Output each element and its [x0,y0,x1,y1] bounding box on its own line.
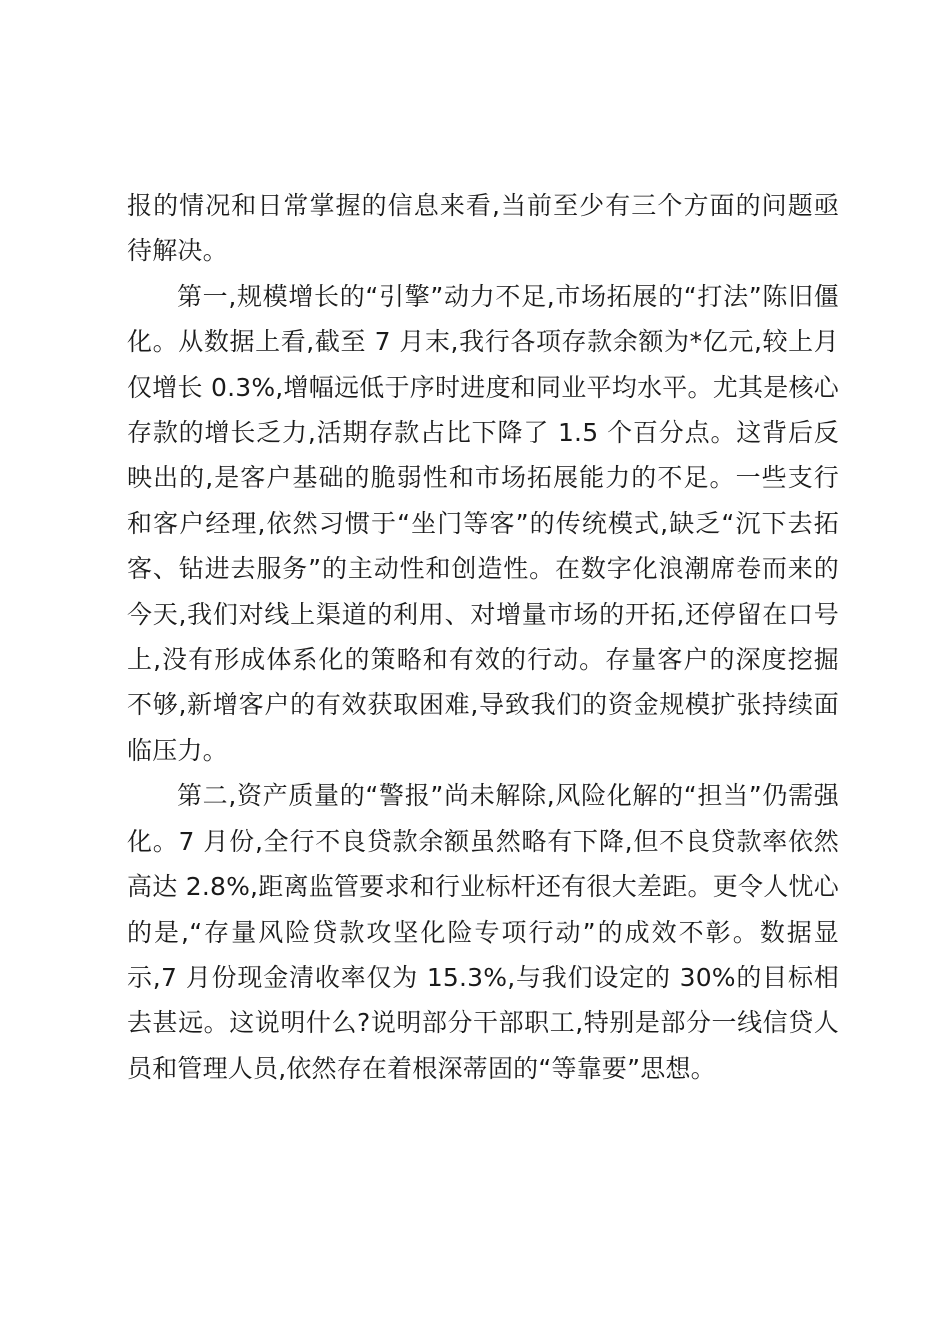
paragraph-continuation: 报的情况和日常掌握的信息来看,当前至少有三个方面的问题亟待解决。 [127,191,839,266]
document-body [127,183,839,1091]
paragraph-second-issue: 第二,资产质量的“警报”尚未解除,风险化解的“担当”仍需强化。7 月份,全行不良贷款余额虽然略有下降,但不良贷款率依然高达 2.8%,距离监管要求和行业标杆还有很大差距。更令人忧心的是,“存量风险贷款攻坚化险专项行动”的成效不彰。数据显示,7 月份现金清收率仅为 15.3%,与我们设定的 30%的目标相去甚远。这说明什么?说明部分干部职工,特别是部分一线信贷人员和管理人员,依然存在着根深蒂固的“等靠要”思想。 [127,781,839,1083]
paragraph-first-issue: 第一,规模增长的“引擎”动力不足,市场拓展的“打法”陈旧僵化。从数据上看,截至 7 月末,我行各项存款余额为*亿元,较上月仅增长 0.3%,增幅远低于序时进度和同业平均水平。尤其是核心存款的增长乏力,活期存款占比下降了 1.5 个百分点。这背后反映出的,是客户基础的脆弱性和市场拓展能力的不足。一些支行和客户经理,依然习惯于“坐门等客”的传统模式,缺乏“沉下去拓客、钻进去服务”的主动性和创造性。在数字化浪潮席卷而来的今天,我们对线上渠道的利用、对增量市场的开拓,还停留在口号上,没有形成体系化的策略和有效的行动。存量客户的深度挖掘不够,新增客户的有效获取困难,导致我们的资金规模扩张持续面临压力。 [127,281,839,765]
